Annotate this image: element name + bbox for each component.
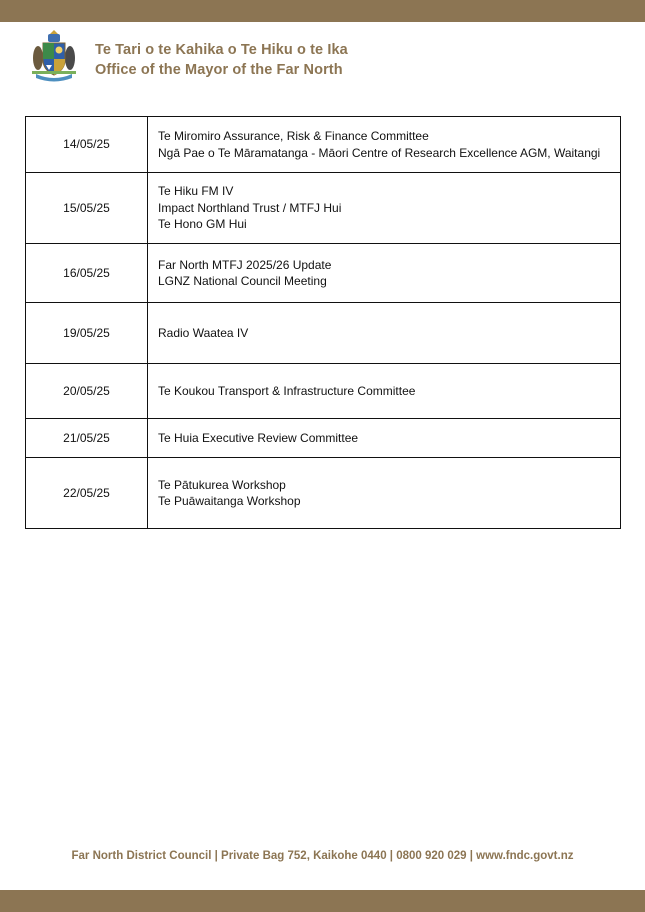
event-item: Te Pātukurea Workshop: [158, 477, 286, 492]
office-title-english: Office of the Mayor of the Far North: [95, 62, 343, 78]
date-cell: 14/05/25: [26, 117, 148, 173]
date-cell: 20/05/25: [26, 364, 148, 419]
events-cell: [148, 364, 621, 419]
event-item: Impact Northland Trust / MTFJ Hui: [158, 200, 342, 215]
table-row: [26, 364, 621, 419]
event-item: Te Hiku FM IV: [158, 184, 234, 199]
date-cell: 19/05/25: [26, 303, 148, 364]
date-cell: 16/05/25: [26, 244, 148, 303]
event-item: Ngā Pae o Te Māramatanga - Māori Centre of Research Excellence AGM, Waitangi: [158, 145, 601, 160]
date-cell: 22/05/25: [26, 458, 148, 529]
date-cell: 15/05/25: [26, 173, 148, 244]
events-cell: [148, 419, 621, 458]
events-cell: [148, 117, 621, 173]
bottom-brand-bar: [0, 890, 645, 912]
event-item: Te Huia Executive Review Committee: [158, 430, 359, 445]
event-item: Radio Waatea IV: [158, 325, 249, 340]
events-cell: [148, 173, 621, 244]
table-row: [26, 303, 621, 364]
table-row: [26, 117, 621, 173]
event-item: Far North MTFJ 2025/26 Update: [158, 257, 332, 272]
footer-contact: Far North District Council | Private Bag 752, Kaikohe 0440 | 0800 920 029 | www.fndc.govt.nz: [71, 850, 574, 862]
table-row: [26, 173, 621, 244]
events-cell: [148, 303, 621, 364]
date-cell: 21/05/25: [26, 419, 148, 458]
event-item: Te Puāwaitanga Workshop: [158, 494, 301, 508]
table-row: [26, 244, 621, 303]
schedule-table: [25, 116, 621, 529]
events-cell: [148, 458, 621, 529]
office-title-maori: Te Tari o te Kahika o Te Hiku o te Ika: [95, 42, 348, 58]
table-row: [26, 458, 621, 529]
event-item: LGNZ National Council Meeting: [158, 274, 327, 288]
table-row: [26, 419, 621, 458]
events-cell: [148, 244, 621, 303]
event-item: Te Hono GM Hui: [158, 217, 247, 232]
event-item: Te Koukou Transport & Infrastructure Committee: [158, 383, 416, 398]
coat-of-arms-icon: [28, 30, 80, 82]
page-header-title: [95, 40, 348, 80]
top-brand-bar: [0, 0, 645, 22]
event-item: Te Miromiro Assurance, Risk & Finance Committee: [158, 129, 429, 143]
